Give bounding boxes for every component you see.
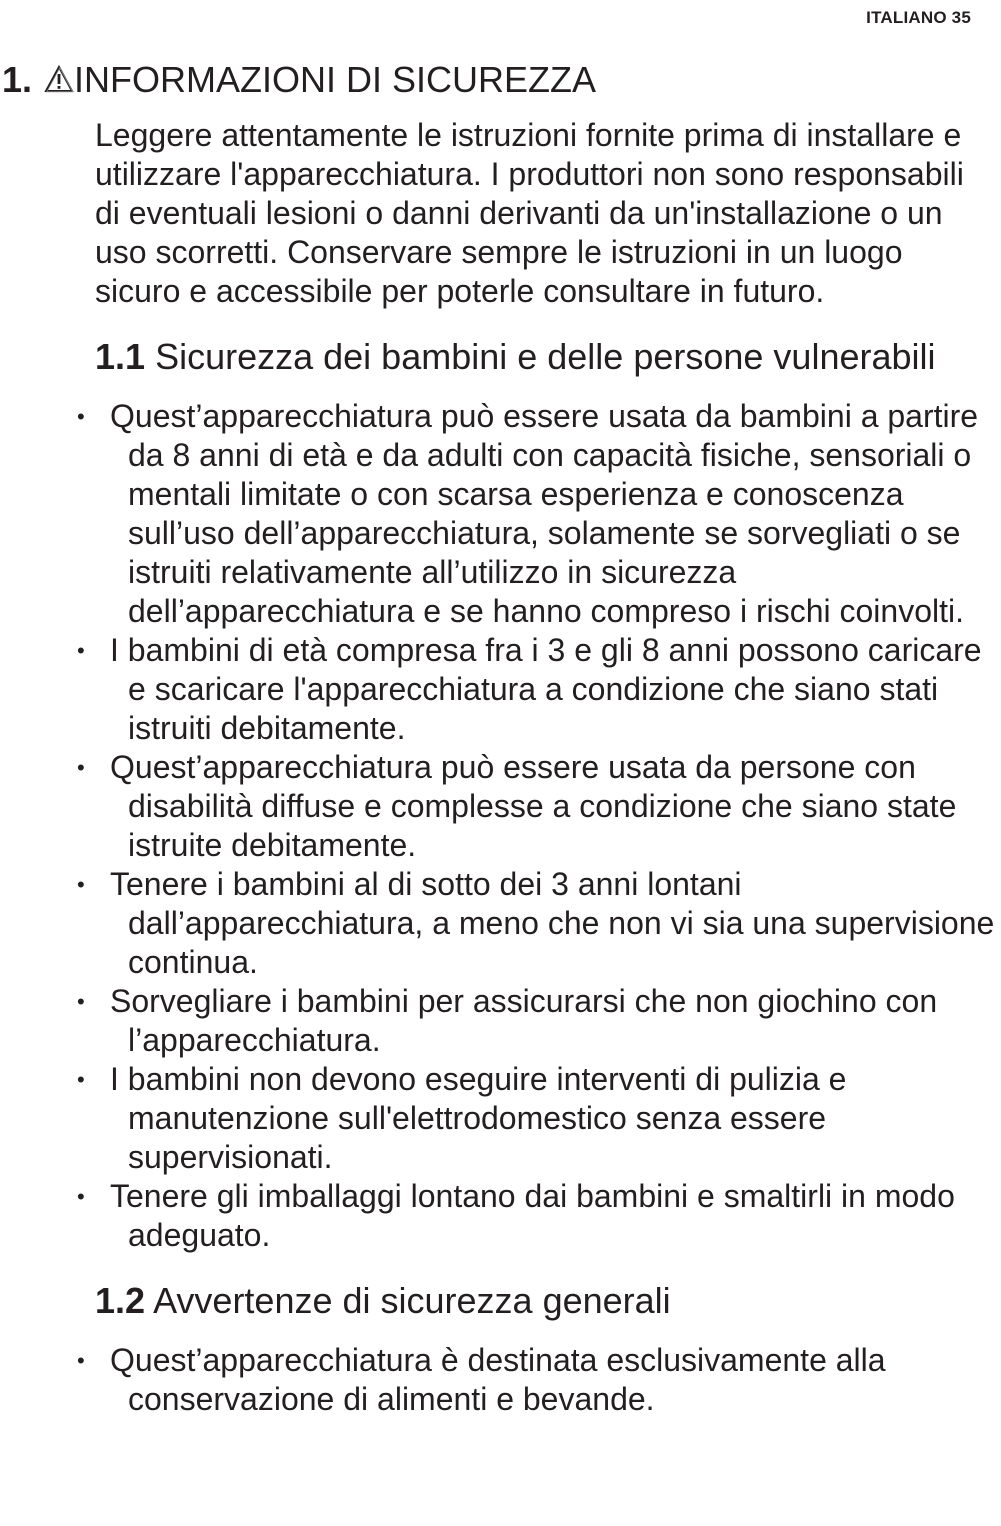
intro-paragraph: Leggere attentamente le istruzioni fornite prima di installare e utilizzare l'apparecchiatura. I produttori non sono responsabili di eventuali lesioni o danni derivanti da un'installazione o un uso scorretti. Conservare sempre le istruzioni in un luogo sicuro e accessibile per poterle consultare in futuro. bbox=[95, 117, 964, 309]
list-item: • I bambini di età compresa fra i 3 e gli 8 anni possono caricare e scaricare l'apparecchiatura a condizione che siano stati istruiti debitamente. bbox=[77, 632, 982, 746]
list-item: • I bambini non devono eseguire interventi di pulizia e manutenzione sull'elettrodomestico senza essere supervisionati. bbox=[77, 1061, 847, 1175]
subsection-number: 1.2 bbox=[95, 1280, 146, 1321]
page-header: ITALIANO 35 bbox=[866, 8, 971, 27]
section-number: 1. bbox=[2, 59, 33, 100]
subsection-title-text: Avvertenze di sicurezza generali bbox=[153, 1280, 671, 1321]
list-item: • Tenere i bambini al di sotto dei 3 anni lontani dall’apparecchiatura, a meno che non vi sia una supervisione continua. bbox=[77, 866, 995, 980]
section-title-text: INFORMAZIONI DI SICUREZZA bbox=[74, 59, 597, 100]
document-body bbox=[77, 116, 995, 1419]
section-title bbox=[2, 58, 596, 102]
bullet-list-1-1 bbox=[77, 397, 995, 1255]
list-item: • Quest’apparecchiatura può essere usata da bambini a partire da 8 anni di età e da adulti con capacità fisiche, sensoriali o mentali limitate o con scarsa esperienza e conoscenza sull’uso dell’apparecchiatura, solamente se sorvegliati o se istruiti relativamente all’utilizzo in sicurezza dell’apparecchiatura e se hanno compreso i rischi coinvolti. bbox=[77, 398, 979, 629]
subsection-number: 1.1 bbox=[95, 336, 146, 377]
bullet-list-1-2 bbox=[77, 1341, 995, 1419]
list-item: • Quest’apparecchiatura è destinata esclusivamente alla conservazione di alimenti e bevande. bbox=[77, 1342, 886, 1417]
list-item: • Sorvegliare i bambini per assicurarsi che non giochino con l’apparecchiatura. bbox=[77, 983, 938, 1058]
subsection-title-text: Sicurezza dei bambini e delle persone vulnerabili bbox=[155, 336, 936, 377]
warning-triangle-icon bbox=[44, 60, 74, 90]
subsection-title-1-1 bbox=[95, 337, 995, 377]
list-item: • Tenere gli imballaggi lontano dai bambini e smaltirli in modo adeguato. bbox=[77, 1178, 955, 1253]
subsection-title-1-2 bbox=[95, 1281, 995, 1321]
list-item: • Quest’apparecchiatura può essere usata da persone con disabilità diffuse e complesse a condizione che siano state istruite debitamente. bbox=[77, 749, 957, 863]
